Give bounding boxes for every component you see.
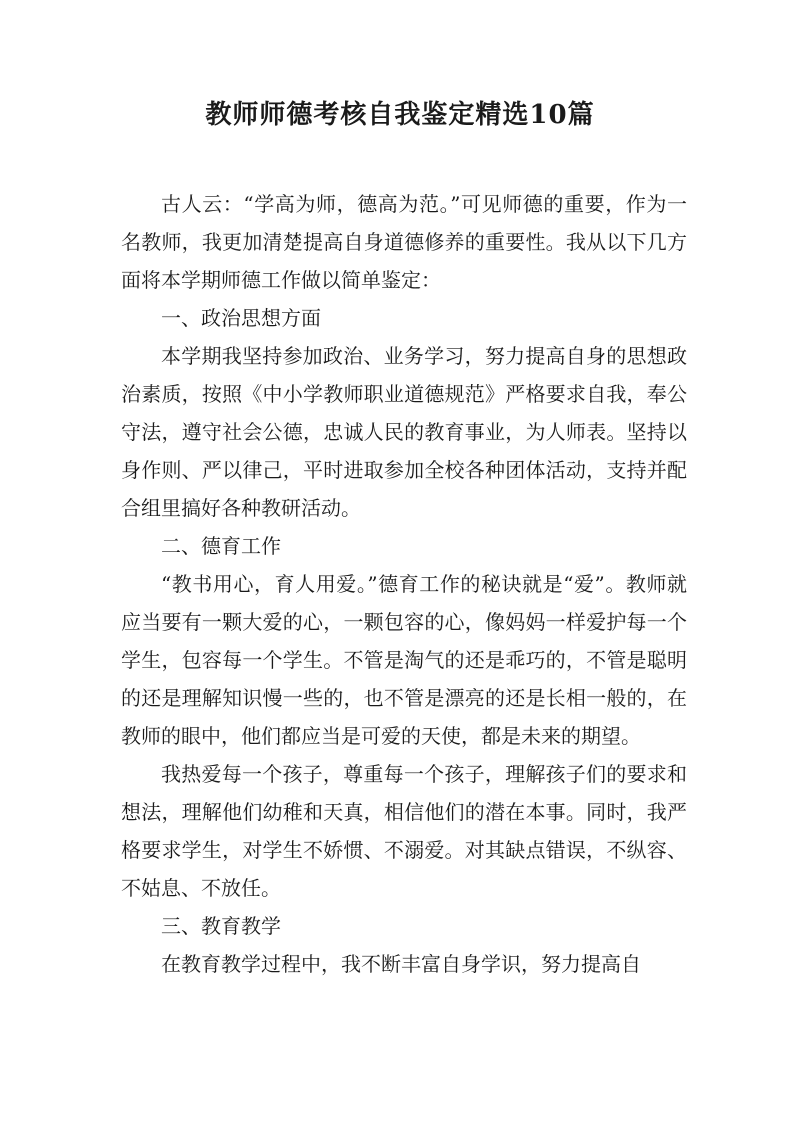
section-heading-moral-education: 二、德育工作 [161, 534, 281, 558]
moral-education-paragraph-1: “教书用心，育人用爱。”德育工作的秘诀就是“爱”。教师就应当要有一颗大爱的心，一颗包容的心，像妈妈一样爱护每一个学生，包容每一个学生。不管是淘气的还是乖巧的，不管是聪明的还是理解知识慢一些的，也不管是漂亮的还是长相一般的，在教师的眼中，他们都应当是可爱的天使，都是未来的期望。 [121, 572, 687, 748]
section-heading-teaching: 三、教育教学 [161, 914, 281, 938]
intro-paragraph: 古人云：“学高为师，德高为范。”可见师德的重要，作为一名教师，我更加清楚提高自身道德修养的重要性。我从以下几方面将本学期师德工作做以简单鉴定： [121, 192, 687, 292]
document-body [121, 185, 687, 983]
politics-paragraph: 本学期我坚持参加政治、业务学习，努力提高自身的思想政治素质，按照《中小学教师职业道德规范》严格要求自我，奉公守法，遵守社会公德，忠诚人民的教育事业，为人师表。坚持以身作则、严以律己，平时进取参加全校各种团体活动，支持并配合组里搞好各种教研活动。 [121, 344, 687, 520]
moral-education-paragraph-2: 我热爱每一个孩子，尊重每一个孩子，理解孩子们的要求和想法，理解他们幼稚和天真，相信他们的潜在本事。同时，我严格要求学生，对学生不娇惯、不溺爱。对其缺点错误，不纵容、不姑息、不放任。 [121, 762, 687, 900]
document-title: 教师师德考核自我鉴定精选10篇 [205, 100, 595, 130]
teaching-paragraph: 在教育教学过程中，我不断丰富自身学识，努力提高自 [161, 952, 641, 976]
section-heading-politics: 一、政治思想方面 [161, 306, 321, 330]
